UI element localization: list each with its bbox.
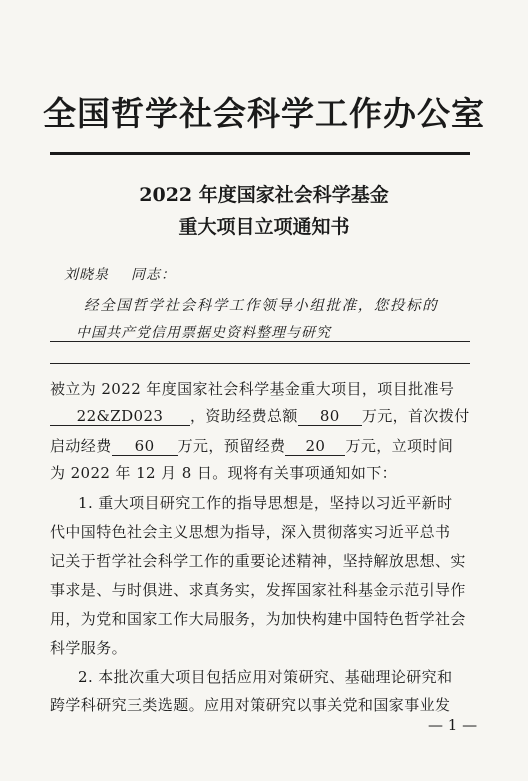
para1-line-5: 用，为党和国家工作大局服务，为加快构建中国特色哲学社会: [50, 610, 466, 628]
project-title-underline-2: [50, 363, 470, 364]
reserved-label: ，预留经费: [208, 437, 286, 455]
funding-total-unit: 万元: [361, 407, 393, 425]
startup-unit: 万元: [177, 437, 209, 455]
notice-title-line2: 重大项目立项通知书: [178, 216, 350, 238]
notice-title-line1: 2022 年度国家社会科学基金: [139, 184, 389, 206]
page-number: — 1 —: [428, 716, 478, 734]
addressee-salutation: 同志：: [131, 267, 176, 283]
funding-line: [50, 405, 470, 426]
intro-line: 经全国哲学社会科学工作领导小组批准，您投标的: [84, 298, 439, 314]
date-line: 为 2022 年 12 月 8 日。现将有关事项通知如下：: [50, 464, 398, 482]
para1-line-6: 科学服务。: [50, 639, 128, 657]
para1-line-3: 记关于哲学社会科学工作的重要论述精神，坚持解放思想、实: [50, 552, 466, 570]
date-label: ，立项时间: [376, 437, 454, 455]
reserved-amount: 20: [285, 437, 345, 456]
first-allocation-label: ，首次拨付: [392, 407, 470, 425]
startup-amount: 60: [112, 437, 178, 456]
startup-label: 启动经费: [50, 437, 112, 455]
approval-number: 22&ZD023: [50, 407, 190, 426]
para1-line-1: 1. 重大项目研究工作的指导思想是，坚持以习近平新时: [78, 494, 453, 512]
startup-line: [50, 435, 453, 456]
project-title-underline: [50, 341, 470, 342]
para1-line-4: 事求是、与时俱进、求真务实，发挥国家社科基金示范引导作: [50, 581, 466, 599]
para2-line-2: 跨学科研究三类选题。应用对策研究以事关党和国家事业发: [50, 696, 451, 714]
reserved-unit: 万元: [345, 437, 377, 455]
para2-line-1: 2. 本批次重大项目包括应用对策研究、基础理论研究和: [78, 668, 453, 686]
funding-total-label: ，资助经费总额: [190, 407, 298, 425]
para1-line-2: 代中国特色社会主义思想为指导，深入贯彻落实习近平总书: [50, 523, 451, 541]
funding-total: 80: [298, 407, 362, 426]
addressee-name: 刘晓泉: [64, 267, 109, 283]
approved-line: 被立为 2022 年度国家社会科学基金重大项目，项目批准号: [50, 380, 455, 398]
header-divider: [50, 152, 470, 155]
project-title: 中国共产党信用票据史资料整理与研究: [76, 325, 331, 341]
addressee: [64, 264, 176, 284]
issuing-office-heading: 全国哲学社会科学工作办公室: [43, 94, 485, 133]
